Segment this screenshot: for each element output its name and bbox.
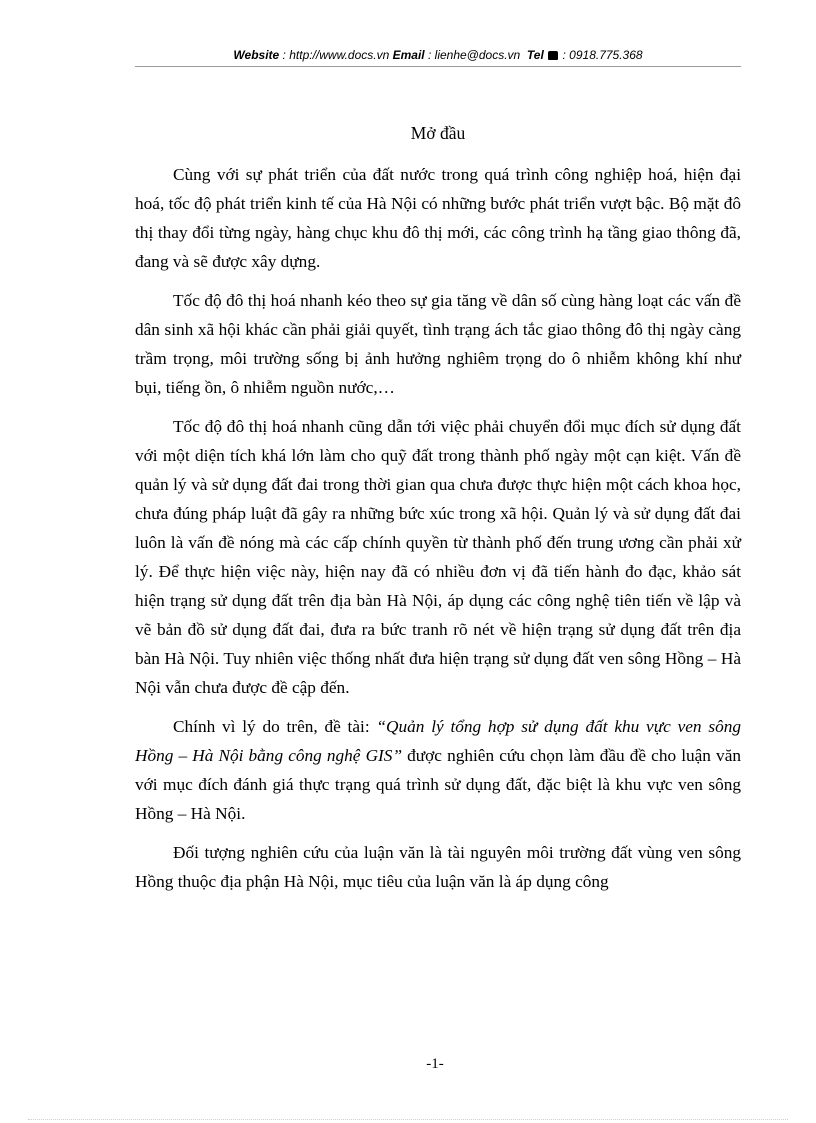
paragraph xyxy=(135,712,741,828)
paragraph: Đối tượng nghiên cứu của luận văn là tài nguyên môi trường đất vùng ven sông Hồng thuộc địa phận Hà Nội, mục tiêu của luận văn là áp dụng công xyxy=(135,843,741,891)
paragraph-text: được nghiên cứu chọn làm đầu đề cho luận văn với mục đích đánh giá thực trạng quá trình sử dụng đất, đặc biệt là khu vực ven sông Hồng – Hà Nội. xyxy=(135,746,742,823)
page-number: -1- xyxy=(426,1056,444,1072)
tel-separator: : xyxy=(559,48,570,62)
paragraph: Tốc độ đô thị hoá nhanh cũng dẫn tới việc phải chuyển đổi mục đích sử dụng đất với một diện tích khá lớn làm cho quỹ đất trong thành phố ngày một cạn kiệt. Vấn đề quản lý và sử dụng đất đai trong thời gian qua chưa được thực hiện một cách khoa học, chưa đúng pháp luật đã gây ra những bức xúc trong xã hội. Quản lý và sử dụng đất đai luôn là vấn đề nóng mà các cấp chính quyền từ thành phố đến trung ương cần phải xử lý. Để thực hiện việc này, hiện nay đã có nhiều đơn vị đã tiến hành đo đạc, khảo sát hiện trạng sử dụng đất trên địa bàn Hà Nội, áp dụng các công nghệ tiên tiến về lập và vẽ bản đồ sử dụng đất đai, đưa ra bức tranh rõ nét về hiện trạng sử dụng đất trên địa bàn Hà Nội. Tuy nhiên việc thống nhất đưa hiện trạng sử dụng đất ven sông Hồng – Hà Nội vẫn chưa được đề cập đến. xyxy=(135,417,741,697)
website-separator: : xyxy=(279,48,290,62)
thesis-topic-title: “Quản lý tổng hợp sử dụng đất khu vực ven sông Hồng – Hà Nội bằng công nghệ GIS” xyxy=(135,717,741,765)
header-divider xyxy=(135,66,741,67)
section-title: Mở đầu xyxy=(410,123,466,143)
email-separator: : xyxy=(424,48,435,62)
paragraph: Cùng với sự phát triển của đất nước trong quá trình công nghiệp hoá, hiện đại hoá, tốc độ phát triển kinh tế của Hà Nội có những bước phát triển vượt bậc. Bộ mặt đô thị thay đổi từng ngày, hàng chục khu đô thị mới, các công trình hạ tầng giao thông đã, đang và sẽ được xây dựng. xyxy=(135,165,741,271)
email-label: Email xyxy=(392,48,425,62)
paragraph-text: Chính vì lý do trên, đề tài: xyxy=(173,717,377,736)
tel-label: Tel xyxy=(526,48,544,62)
document-body xyxy=(135,160,741,906)
tel-number: 0918.775.368 xyxy=(569,48,643,62)
paragraph: Tốc độ đô thị hoá nhanh kéo theo sự gia tăng về dân số cùng hàng loạt các vấn đề dân sinh xã hội khác cần phải giải quyết, tình trạng ách tắc giao thông đô thị ngày càng trầm trọng, môi trường sống bị ảnh hưởng nghiêm trọng do ô nhiễm không khí như bụi, tiếng ồn, ô nhiễm nguồn nước,… xyxy=(135,291,741,397)
page-bottom-border xyxy=(28,1119,788,1120)
website-label: Website xyxy=(233,48,280,62)
email-address[interactable]: lienhe@docs.vn xyxy=(434,48,521,62)
page-header xyxy=(135,47,741,63)
phone-icon xyxy=(548,51,558,60)
website-url[interactable]: http://www.docs.vn xyxy=(289,48,390,62)
